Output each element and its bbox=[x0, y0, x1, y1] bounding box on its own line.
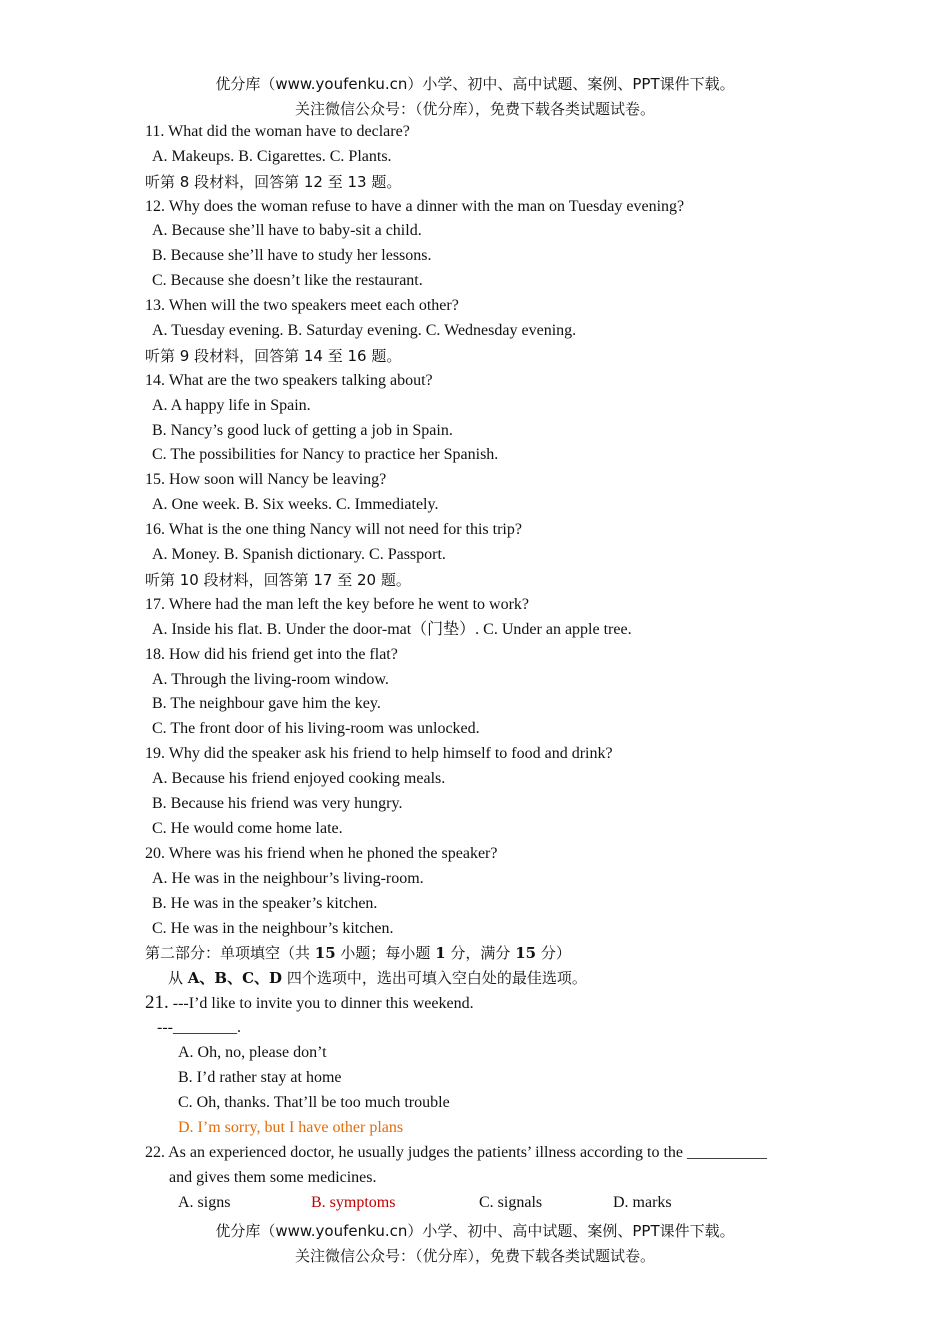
footer-line-2: 关注微信公众号：（优分库），免费下载各类试题试卷。 bbox=[294, 1247, 655, 1265]
q19-stem: 19. Why did the speaker ask his friend to help himself to food and drink? bbox=[145, 745, 613, 762]
q22-stem: 22. As an experienced doctor, he usually judges the patients’ illness according to the __________ bbox=[145, 1144, 768, 1161]
q16-options: A. Money. B. Spanish dictionary. C. Passport. bbox=[152, 546, 446, 563]
q12-option-b: B. Because she’ll have to study her lessons. bbox=[152, 247, 432, 264]
q20-stem: 20. Where was his friend when he phoned the speaker? bbox=[145, 845, 498, 862]
part-2-heading-text-4: 分） bbox=[536, 944, 571, 962]
q22-option-a: A. signs bbox=[178, 1194, 231, 1211]
part-2-option-letters: A、B、C、D bbox=[187, 969, 283, 987]
q18-option-b: B. The neighbour gave him the key. bbox=[152, 695, 381, 712]
q21-option-a: A. Oh, no, please don’t bbox=[178, 1044, 327, 1061]
part-2-heading-text: 第二部分：单项填空（共 bbox=[145, 944, 315, 962]
q22-option-c: C. signals bbox=[479, 1194, 543, 1211]
q13-options: A. Tuesday evening. B. Saturday evening. C. Wednesday evening. bbox=[152, 322, 577, 339]
q17-options: A. Inside his flat. B. Under the door-mat（门垫）. C. Under an apple tree. bbox=[152, 621, 632, 638]
q14-option-c: C. The possibilities for Nancy to practice her Spanish. bbox=[152, 446, 499, 463]
q17-stem: 17. Where had the man left the key before he went to work? bbox=[145, 596, 529, 613]
q11-stem: 11. What did the woman have to declare? bbox=[145, 123, 410, 140]
q22-option-b-answer: B. symptoms bbox=[311, 1194, 396, 1211]
q16-stem: 16. What is the one thing Nancy will not need for this trip? bbox=[145, 521, 522, 538]
q13-stem: 13. When will the two speakers meet each other? bbox=[145, 297, 459, 314]
section-10-heading: 听第 10 段材料，回答第 17 至 20 题。 bbox=[145, 571, 411, 589]
part-2-points-each: 1 bbox=[435, 944, 446, 962]
q18-stem: 18. How did his friend get into the flat? bbox=[145, 646, 398, 663]
footer-line-1: 优分库（www.youfenku.cn）小学、初中、高中试题、案例、PPT课件下载。 bbox=[215, 1222, 735, 1240]
q18-option-c: C. The front door of his living-room was unlocked. bbox=[152, 720, 480, 737]
q20-option-c: C. He was in the neighbour’s kitchen. bbox=[152, 920, 394, 937]
q18-option-a: A. Through the living-room window. bbox=[152, 671, 389, 688]
part-2-instruction-text: 从 bbox=[168, 969, 188, 987]
part-2-heading bbox=[145, 941, 571, 965]
q20-option-b: B. He was in the speaker’s kitchen. bbox=[152, 895, 378, 912]
q12-option-a: A. Because she’ll have to baby-sit a child. bbox=[152, 222, 422, 239]
header-line-2: 关注微信公众号：（优分库），免费下载各类试题试卷。 bbox=[294, 100, 655, 118]
part-2-instruction-text-2: 四个选项中，选出可填入空白处的最佳选项。 bbox=[282, 969, 587, 987]
q21-number: 21. bbox=[145, 992, 169, 1013]
q14-option-b: B. Nancy’s good luck of getting a job in Spain. bbox=[152, 422, 453, 439]
q19-option-a: A. Because his friend enjoyed cooking meals. bbox=[152, 770, 446, 787]
q19-option-b: B. Because his friend was very hungry. bbox=[152, 795, 403, 812]
q20-option-a: A. He was in the neighbour’s living-room. bbox=[152, 870, 424, 887]
part-2-question-count: 15 bbox=[314, 944, 336, 962]
q22-option-d: D. marks bbox=[613, 1194, 672, 1211]
q21-stem-text: ---I’d like to invite you to dinner this weekend. bbox=[168, 995, 474, 1012]
q12-option-c: C. Because she doesn’t like the restaurant. bbox=[152, 272, 423, 289]
q14-stem: 14. What are the two speakers talking about? bbox=[145, 372, 433, 389]
part-2-heading-text-2: 小题；每小题 bbox=[335, 944, 436, 962]
part-2-instruction bbox=[168, 966, 587, 990]
q21-option-c: C. Oh, thanks. That’ll be too much trouble bbox=[178, 1094, 450, 1111]
q19-option-c: C. He would come home late. bbox=[152, 820, 343, 837]
section-9-heading: 听第 9 段材料，回答第 14 至 16 题。 bbox=[145, 347, 402, 365]
q11-options: A. Makeups. B. Cigarettes. C. Plants. bbox=[152, 148, 392, 165]
q15-stem: 15. How soon will Nancy be leaving? bbox=[145, 471, 387, 488]
q21-option-d-answer: D. I’m sorry, but I have other plans bbox=[178, 1119, 404, 1136]
part-2-total-points: 15 bbox=[515, 944, 537, 962]
q14-option-a: A. A happy life in Spain. bbox=[152, 397, 311, 414]
header-line-1: 优分库（www.youfenku.cn）小学、初中、高中试题、案例、PPT课件下载。 bbox=[215, 75, 735, 93]
section-8-heading: 听第 8 段材料，回答第 12 至 13 题。 bbox=[145, 173, 402, 191]
q12-stem: 12. Why does the woman refuse to have a dinner with the man on Tuesday evening? bbox=[145, 198, 685, 215]
q15-options: A. One week. B. Six weeks. C. Immediately. bbox=[152, 496, 439, 513]
q22-stem-continued: and gives them some medicines. bbox=[169, 1169, 377, 1186]
q21-reply: ---________. bbox=[157, 1019, 241, 1036]
q21-stem bbox=[145, 991, 474, 1016]
q21-option-b: B. I’d rather stay at home bbox=[178, 1069, 342, 1086]
part-2-heading-text-3: 分，满分 bbox=[445, 944, 516, 962]
